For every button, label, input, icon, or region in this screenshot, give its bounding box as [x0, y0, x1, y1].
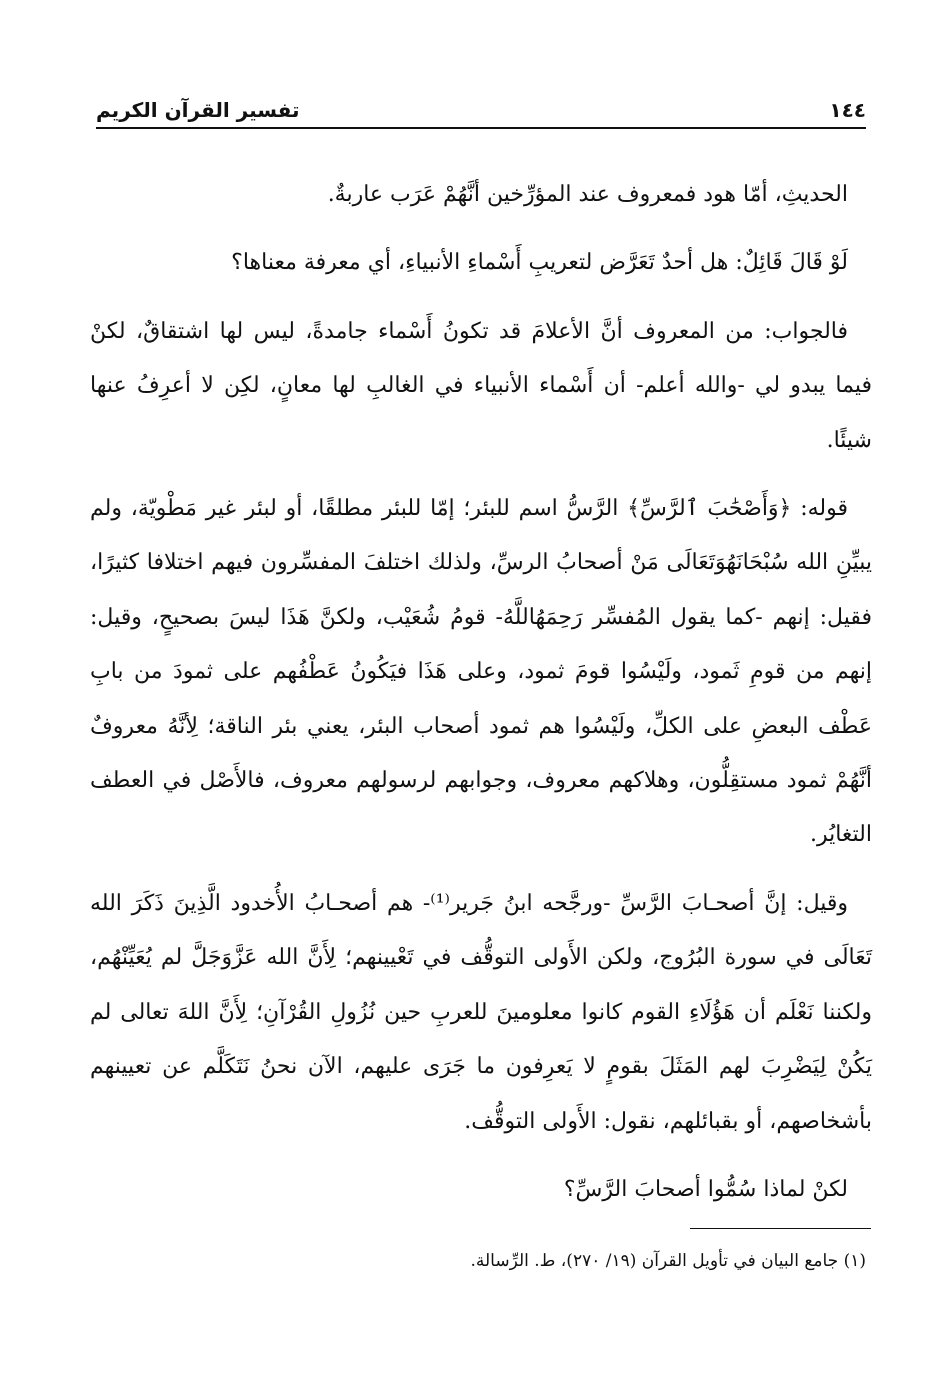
- paragraph-6: لكنْ لماذا سُمُّوا أصحابَ الرَّسِّ؟: [563, 1176, 848, 1202]
- body-text: [90, 168, 872, 1217]
- paragraph-spacer: [90, 468, 872, 482]
- footnote: (١) جامع البيان في تأويل القرآن (١٩/ ٢٧٠)، ط. الرِّسالة.: [470, 1251, 866, 1271]
- paragraph-spacer: [90, 863, 872, 877]
- paragraph-1: الحديثِ، أمّا هود فمعروف عند المؤرِّخين أنَّهُمْ عَرَب عاربةٌ.: [327, 182, 848, 207]
- paragraph-4: قوله: ﴿وَأَصْحَٰبَ ٱلرَّسِّ﴾ الرَّسُّ اسم للبئر؛ إمّا للبئر مطلقًا، أو لبئر غير مَطْويّة، ولم يبيِّنِ الله سُبْحَانَهُوَتَعَالَى مَنْ أصحابُ الرسِّ، ولذلك اختلفَ المفسِّرون فيهم اختلافا كثيرًا، فقيل: إنهم -كما يقول المُفسِّر رَحِمَهُاللَّهُ- قومُ شُعَيْب، ولكنَّ هَذَا ليسَ بصحيحٍ، وقيل: إنهم من قومِ ثَمود، ولَيْسُوا قومَ ثمود، وعلى هَذَا فيَكُونُ عَطْفُهم على ثمودَ من بابِ عَطْف البعضِ على الكلِّ، ولَيْسُوا هم ثمود أصحاب البئر، يعني بئر الناقة؛ لِأنَّهُ معروفٌ أنَّهُمْ ثمود مستقِلُّون، وهلاكهم معروف، وجوابهم لرسولهم معروف، فالأَصْل في العطف التغايُر.: [90, 496, 872, 848]
- running-header: [96, 92, 866, 128]
- paragraph-3: فالجواب: من المعروف أنَّ الأعلامَ قد تكونُ أَسْماء جامدةً، ليس لها اشتقاقٌ، لكنْ فيما يبدو لي -والله أعلم- أن أَسْماء الأنبياء في الغالبِ لها معانٍ، لكِن لا أعرِفُ عنها شيئًا.: [90, 318, 872, 453]
- page-number: ١٤٤: [829, 98, 866, 122]
- paragraph-2: لَوْ قَالَ قَائِلٌ: هل أحدٌ تَعَرَّض لتعريبِ أَسْماءِ الأنبياءِ، أي معرفة معناها؟: [231, 250, 848, 276]
- footnote-divider: [690, 1228, 871, 1229]
- paragraph-spacer: [90, 291, 872, 305]
- paragraph-spacer: [90, 1149, 872, 1163]
- paragraph-spacer: [90, 222, 872, 236]
- paragraph-5: وقيل: إنَّ أصحـابَ الرَّسِّ -ورجَّحه ابنُ جَرير⁽¹⁾- هم أصحـابُ الأُخدود الَّذِينَ ذَكَرَ الله تَعَالَى في سورة البُرُوج، ولكن الأَولى التوقُّف في تَعْيينهم؛ لِأَنَّ الله عَزَّوَجَلَّ لم يُعَيِّنْهُم، ولكننا نَعْلَم أن هَؤُلَاءِ القوم كانوا معلومينَ للعربِ حين نُزُولِ القُرْآنِ؛ لِأَنَّ اللهَ تعالى لم يَكُنْ لِيَضْرِبَ لهم المَثَلَ بقومٍ لا يَعرِفون ما جَرَى عليهم، الآن نحنُ نَتَكَلَّم عن تعيينهم بأشخاصهم، أو بقبائلهم، نقول: الأَولى التوقُّف.: [90, 890, 872, 1134]
- header-divider: [96, 127, 866, 129]
- book-title: تفسير القرآن الكريم: [96, 98, 300, 122]
